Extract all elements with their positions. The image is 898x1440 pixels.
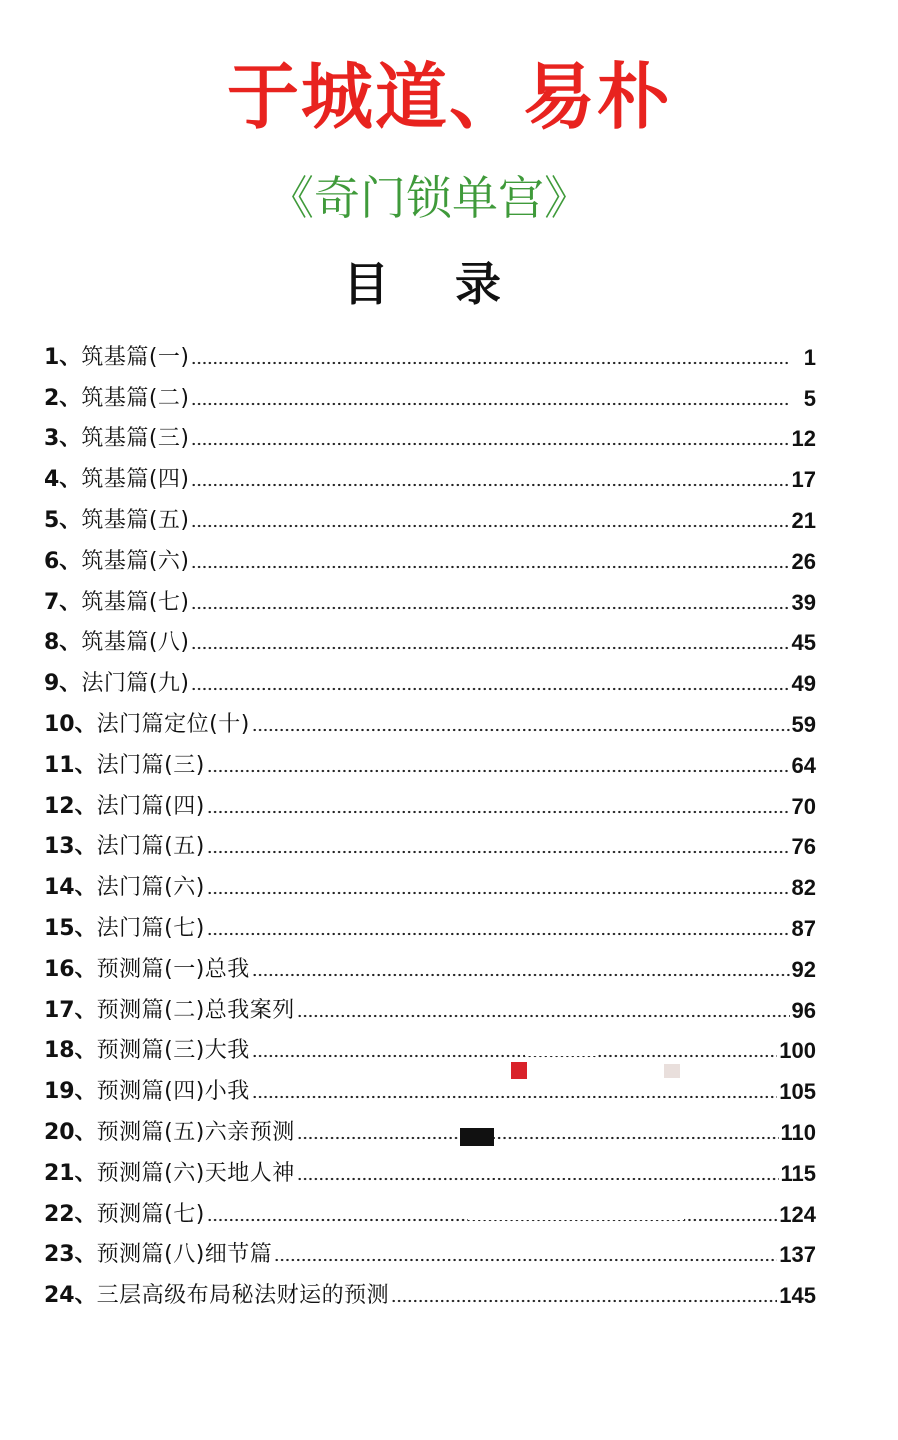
toc-entry-page: 17 [791, 467, 816, 493]
toc-entry-page: 49 [791, 671, 816, 697]
toc-entry [44, 330, 816, 371]
toc-entry-number: 12、 [44, 793, 97, 819]
toc-entry-number: 19、 [44, 1079, 97, 1105]
toc-entry-title: 预测篇(四)小我 [96, 1079, 250, 1105]
toc-entry-number: 4、 [44, 467, 82, 493]
toc-entry [44, 1228, 816, 1269]
toc-entry-number: 6、 [44, 548, 82, 574]
toc-entry-page: 115 [780, 1160, 816, 1186]
toc-leader-dots [274, 1257, 777, 1263]
toc-leader-dots [191, 605, 789, 611]
toc-entry-page: 87 [791, 915, 816, 941]
toc-leader-dots [391, 1298, 777, 1304]
toc-entry [44, 901, 816, 942]
toc-entry [44, 820, 816, 861]
toc-entry-number: 18、 [44, 1038, 97, 1064]
toc-leader-dots [191, 564, 789, 570]
toc-entry-number: 1、 [44, 344, 82, 370]
toc-entry-page: 124 [779, 1201, 816, 1227]
toc-entry-title: 法门篇(四) [96, 793, 205, 819]
red-mark [511, 1062, 527, 1079]
toc-entry-number: 3、 [44, 426, 82, 452]
toc-entry-title: 法门篇定位(十) [96, 711, 250, 737]
book-title: 《奇门锁单宫》 [268, 171, 590, 225]
erased-region-3 [462, 1140, 698, 1178]
erased-region-5 [476, 1222, 686, 1258]
toc-entry-page: 39 [791, 589, 816, 615]
toc-entry-number: 8、 [44, 630, 82, 656]
toc-entry-page: 26 [791, 548, 816, 574]
toc-entry-title: 筑基篇(七) [81, 589, 190, 615]
toc-entry-title: 法门篇(九) [81, 671, 190, 697]
toc-entry-page: 59 [791, 711, 816, 737]
toc-entry-number: 24、 [44, 1283, 97, 1309]
toc-entry-page: 76 [791, 834, 816, 860]
toc-entry-number: 5、 [44, 507, 82, 533]
toc-entry-page: 105 [779, 1079, 816, 1105]
toc-entry-title: 筑基篇(八) [81, 630, 190, 656]
toc-entry-number: 11、 [44, 752, 97, 778]
toc-entry-page: 5 [803, 385, 816, 411]
toc-leader-dots [207, 768, 790, 774]
toc-leader-dots [191, 401, 790, 407]
toc-entry-title: 筑基篇(六) [81, 548, 190, 574]
erased-region-6 [525, 1034, 597, 1056]
toc-entry [44, 1024, 816, 1065]
toc-leader-dots [252, 972, 790, 978]
toc-entry-title: 筑基篇(四) [81, 467, 190, 493]
toc-entry-page: 137 [779, 1242, 816, 1268]
toc-entry [44, 983, 816, 1024]
toc-entry [44, 493, 816, 534]
toc-entry-title: 预测篇(七) [96, 1201, 205, 1227]
toc-entry-title: 筑基篇(二) [81, 385, 190, 411]
toc-entry-title: 法门篇(三) [96, 752, 205, 778]
toc-entry [44, 656, 816, 697]
authors-title: 于城道、易朴 [226, 55, 671, 139]
toc-entry-page: 64 [791, 752, 816, 778]
toc-leader-dots [191, 523, 789, 529]
black-mark [460, 1128, 494, 1146]
toc-leader-dots [207, 849, 790, 855]
toc-leader-dots [191, 441, 789, 447]
toc-leader-dots [207, 931, 790, 937]
erased-region-2 [468, 1098, 708, 1136]
erased-region-4 [468, 1180, 684, 1220]
toc-entry-title: 预测篇(六)天地人神 [96, 1160, 295, 1186]
toc-entry-page: 96 [791, 997, 816, 1023]
toc-leader-dots [252, 727, 790, 733]
toc-entry [44, 1187, 816, 1228]
toc-entry [44, 860, 816, 901]
toc-entry-title: 三层高级布局秘法财运的预测 [96, 1283, 390, 1309]
toc-entry [44, 738, 816, 779]
toc-leader-dots [297, 1013, 790, 1019]
toc-entry-page: 92 [791, 956, 816, 982]
toc-entry [44, 779, 816, 820]
toc-entry [44, 697, 816, 738]
toc-leader-dots [207, 809, 790, 815]
toc-entry-number: 22、 [44, 1201, 97, 1227]
toc-entry-title: 预测篇(一)总我 [96, 956, 250, 982]
toc-entry-title: 筑基篇(一) [81, 344, 190, 370]
toc-entry-number: 14、 [44, 875, 97, 901]
toc-entry-number: 2、 [44, 385, 82, 411]
toc-entry-number: 20、 [44, 1119, 97, 1145]
toc-entry [44, 412, 816, 453]
small-smudge [664, 1064, 680, 1078]
toc-entry-page: 110 [780, 1119, 816, 1145]
toc-entry-title: 预测篇(五)六亲预测 [96, 1119, 295, 1145]
toc-entry [44, 1146, 816, 1187]
toc-entry-page: 45 [791, 630, 816, 656]
toc-entry-number: 23、 [44, 1242, 97, 1268]
toc-entry-title: 法门篇(七) [96, 915, 205, 941]
toc-entry-page: 12 [791, 426, 816, 452]
toc-entry [44, 1268, 816, 1309]
toc-entry [44, 575, 816, 616]
toc-entry [44, 616, 816, 657]
toc-entry-page: 21 [791, 507, 816, 533]
toc-entry [44, 942, 816, 983]
table-of-contents [44, 330, 816, 1309]
toc-entry-page: 1 [803, 344, 816, 370]
toc-entry [44, 452, 816, 493]
toc-leader-dots [207, 890, 790, 896]
toc-entry-number: 13、 [44, 834, 97, 860]
toc-entry [44, 534, 816, 575]
toc-entry-title: 预测篇(八)细节篇 [96, 1242, 273, 1268]
toc-entry-page: 145 [779, 1283, 816, 1309]
toc-entry-number: 21、 [44, 1160, 97, 1186]
toc-entry-page: 70 [791, 793, 816, 819]
toc-entry-number: 15、 [44, 915, 97, 941]
toc-entry-page: 100 [779, 1038, 816, 1064]
toc-entry-title: 预测篇(三)大我 [96, 1038, 250, 1064]
toc-entry-page: 82 [791, 875, 816, 901]
toc-heading: 目 录 [342, 257, 519, 311]
toc-entry-title: 筑基篇(五) [81, 507, 190, 533]
toc-entry-title: 法门篇(五) [96, 834, 205, 860]
toc-leader-dots [191, 686, 789, 692]
toc-entry-title: 预测篇(二)总我案列 [96, 997, 295, 1023]
toc-entry-number: 10、 [44, 711, 97, 737]
toc-entry-number: 16、 [44, 956, 97, 982]
toc-entry [44, 371, 816, 412]
toc-entry-number: 17、 [44, 997, 97, 1023]
toc-entry-number: 7、 [44, 589, 82, 615]
toc-leader-dots [191, 645, 789, 651]
toc-leader-dots [191, 360, 790, 366]
toc-entry-title: 筑基篇(三) [81, 426, 190, 452]
toc-entry-number: 9、 [44, 671, 82, 697]
toc-entry-title: 法门篇(六) [96, 875, 205, 901]
toc-leader-dots [191, 482, 789, 488]
